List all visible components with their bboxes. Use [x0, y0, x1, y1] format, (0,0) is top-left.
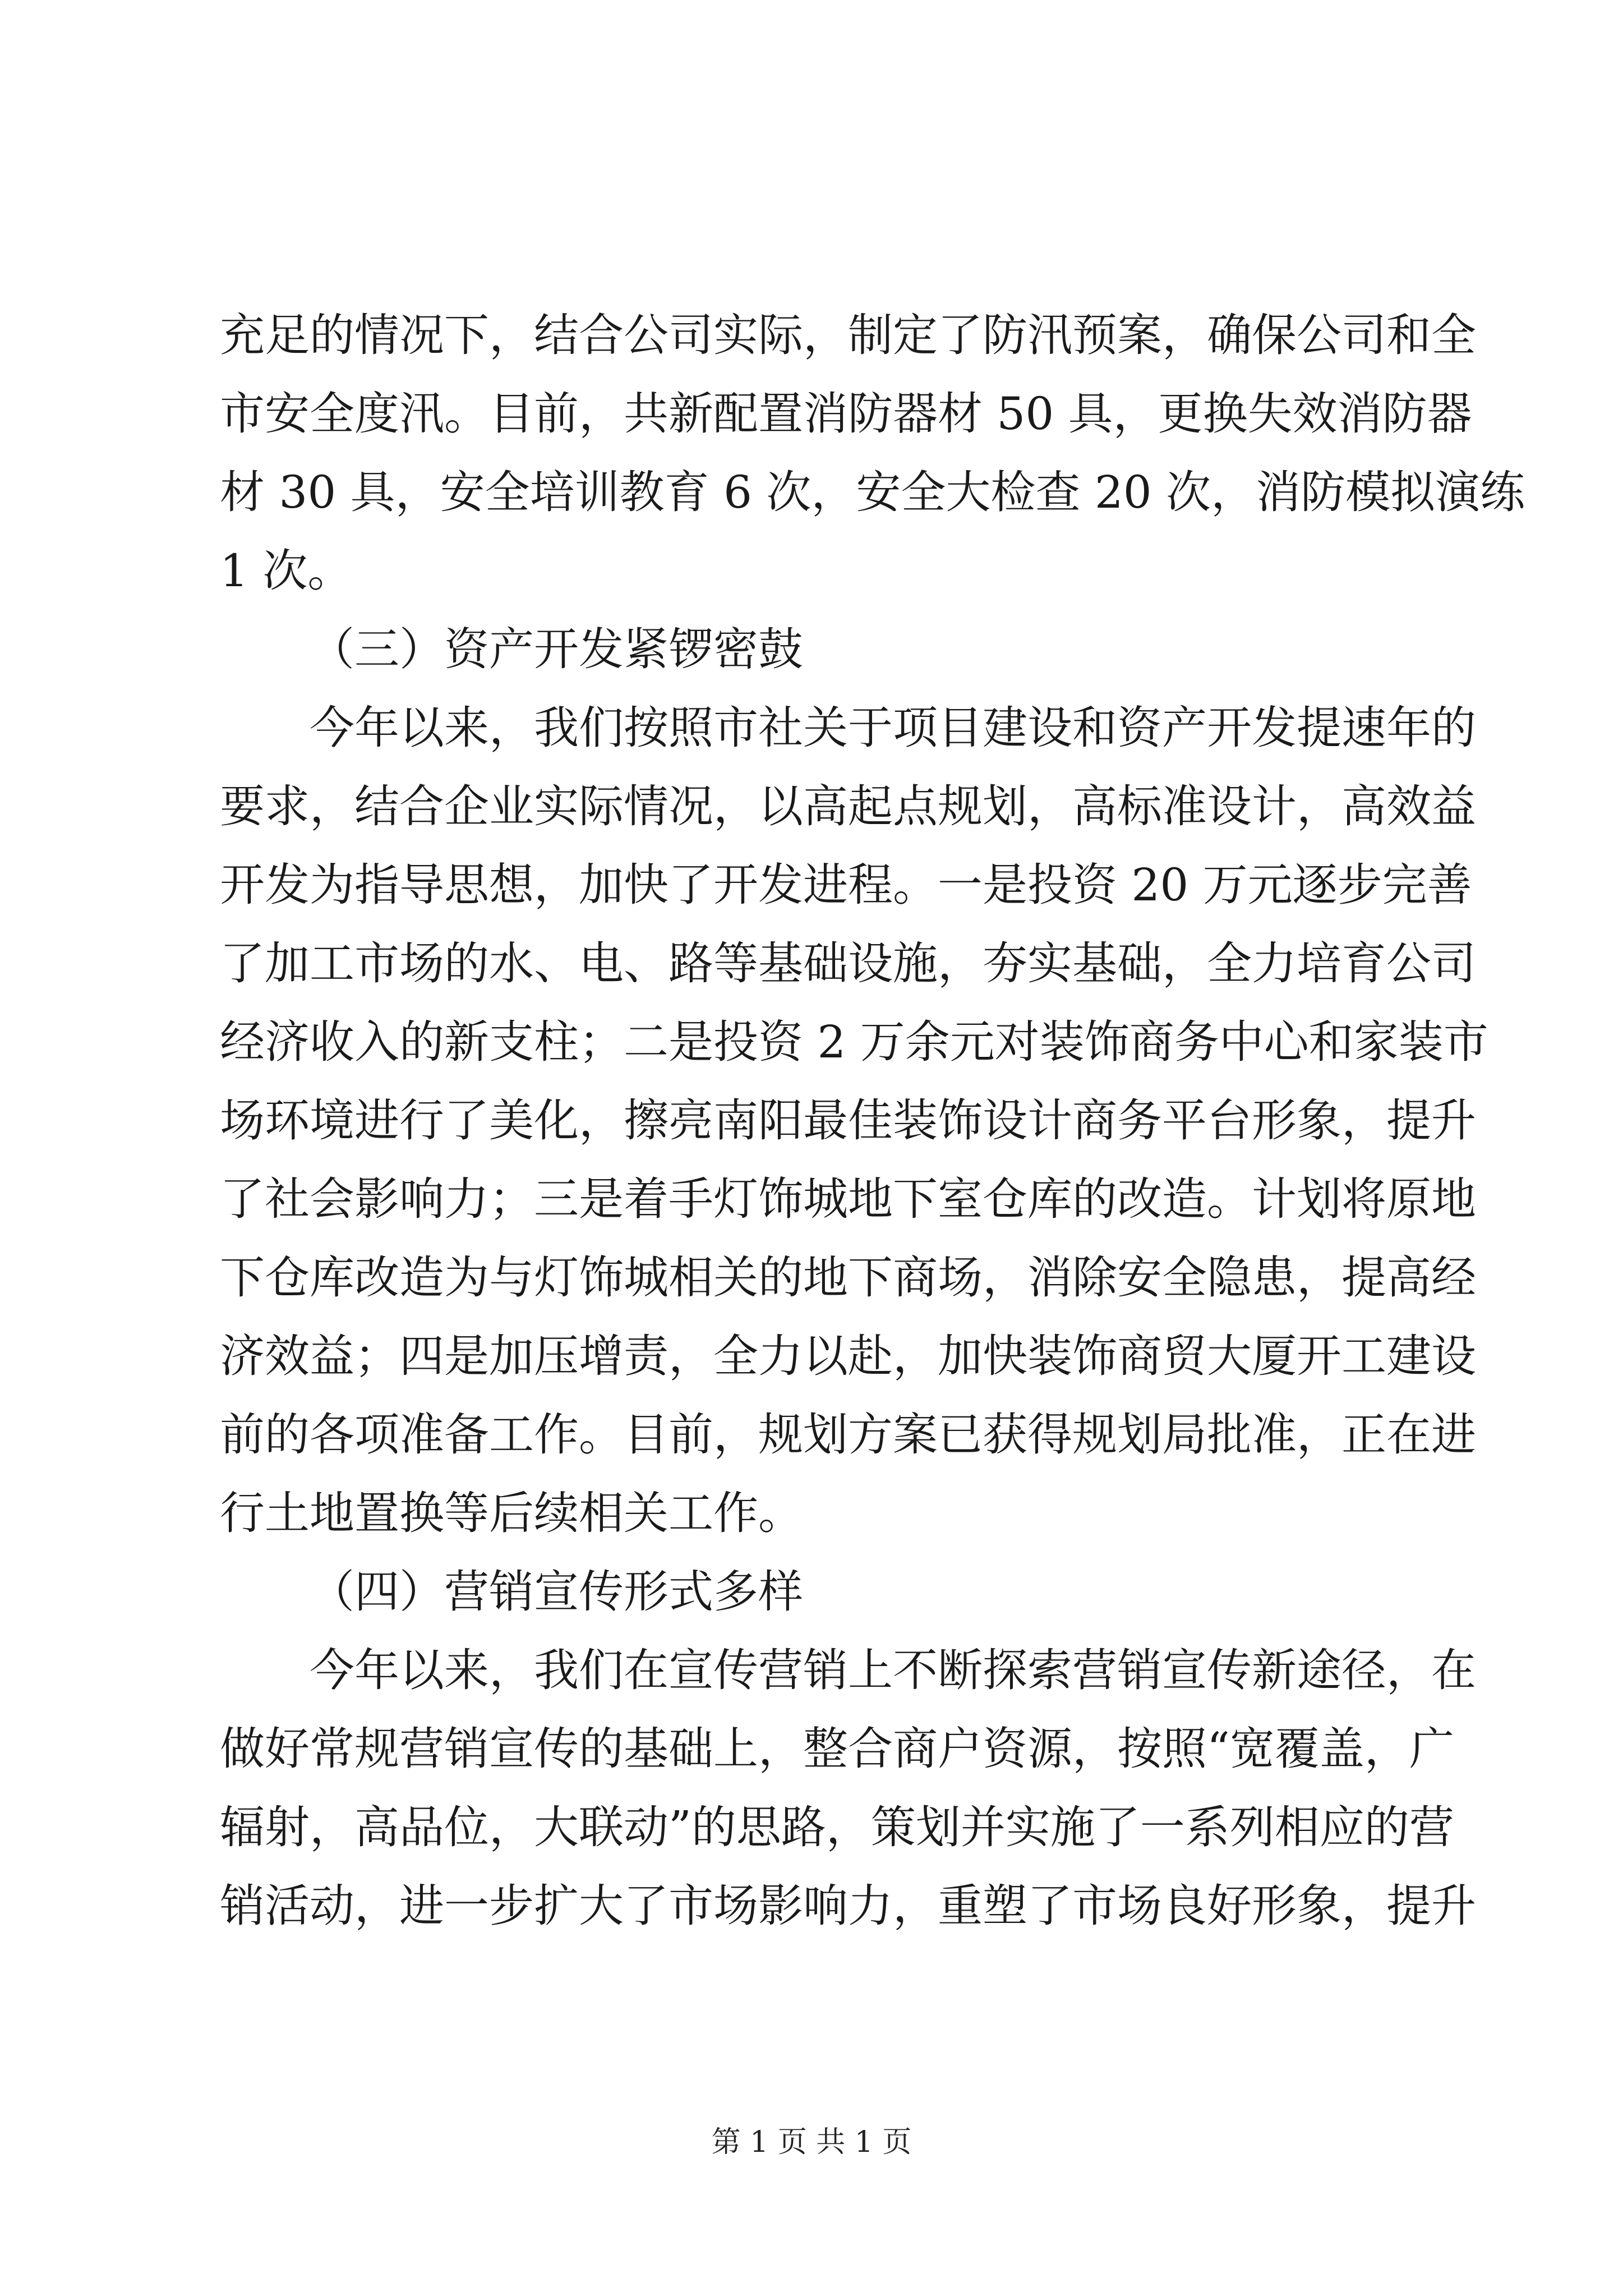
body-line-21: 销活动，进一步扩大了市场影响力，重塑了市场良好形象，提升 — [220, 1880, 1476, 1932]
page-number-label: 第 1 页 共 1 页 — [711, 2125, 912, 2159]
body-line-11: 场环境进行了美化，擦亮南阳最佳装饰设计商务平台形象，提升 — [220, 1094, 1476, 1147]
body-line-8: 开发为指导思想，加快了开发进程。一是投资 20 万元逐步完善 — [220, 859, 1472, 911]
body-line-20: 辐射，高品位，大联动”的思路，策划并实施了一系列相应的营 — [220, 1801, 1454, 1853]
body-line-14: 济效益；四是加压增责，全力以赴，加快装饰商贸大厦开工建设 — [220, 1330, 1476, 1382]
body-line-15: 前的各项准备工作。目前，规划方案已获得规划局批准，正在进 — [220, 1409, 1476, 1461]
body-line-18: 今年以来，我们在宣传营销上不断探索营销宣传新途径，在 — [310, 1644, 1476, 1696]
section-heading-3: （三）资产开发紧锣密鼓 — [310, 623, 803, 675]
body-line-13: 下仓库改造为与灯饰城相关的地下商场，消除安全隐患，提高经 — [220, 1251, 1476, 1304]
body-line-3: 材 30 具，安全培训教育 6 次，安全大检查 20 次，消防模拟演练 — [220, 466, 1525, 518]
page-footer — [0, 2123, 1623, 2162]
text-block — [220, 296, 1525, 1945]
body-line-9: 了加工市场的水、电、路等基础设施，夯实基础，全力培育公司 — [220, 937, 1476, 990]
body-line-10: 经济收入的新支柱；二是投资 2 万余元对装饰商务中心和家装市 — [220, 1016, 1488, 1068]
body-line-6: 今年以来，我们按照市社关于项目建设和资产开发提速年的 — [310, 702, 1476, 754]
body-line-2: 市安全度汛。目前，共新配置消防器材 50 具，更换失效消防器 — [220, 388, 1472, 440]
section-heading-4: （四）营销宣传形式多样 — [310, 1566, 803, 1618]
body-line-12: 了社会影响力；三是着手灯饰城地下室仓库的改造。计划将原地 — [220, 1173, 1476, 1225]
body-line-16: 行土地置换等后续相关工作。 — [220, 1487, 803, 1539]
body-line-1: 充足的情况下，结合公司实际，制定了防汛预案，确保公司和全 — [220, 309, 1476, 361]
document-body — [220, 296, 1525, 1945]
body-line-19: 做好常规营销宣传的基础上，整合商户资源，按照“宽覆盖，广 — [220, 1723, 1454, 1775]
body-line-4: 1 次。 — [220, 545, 353, 597]
body-line-7: 要求，结合企业实际情况，以高起点规划，高标准设计，高效益 — [220, 780, 1476, 832]
